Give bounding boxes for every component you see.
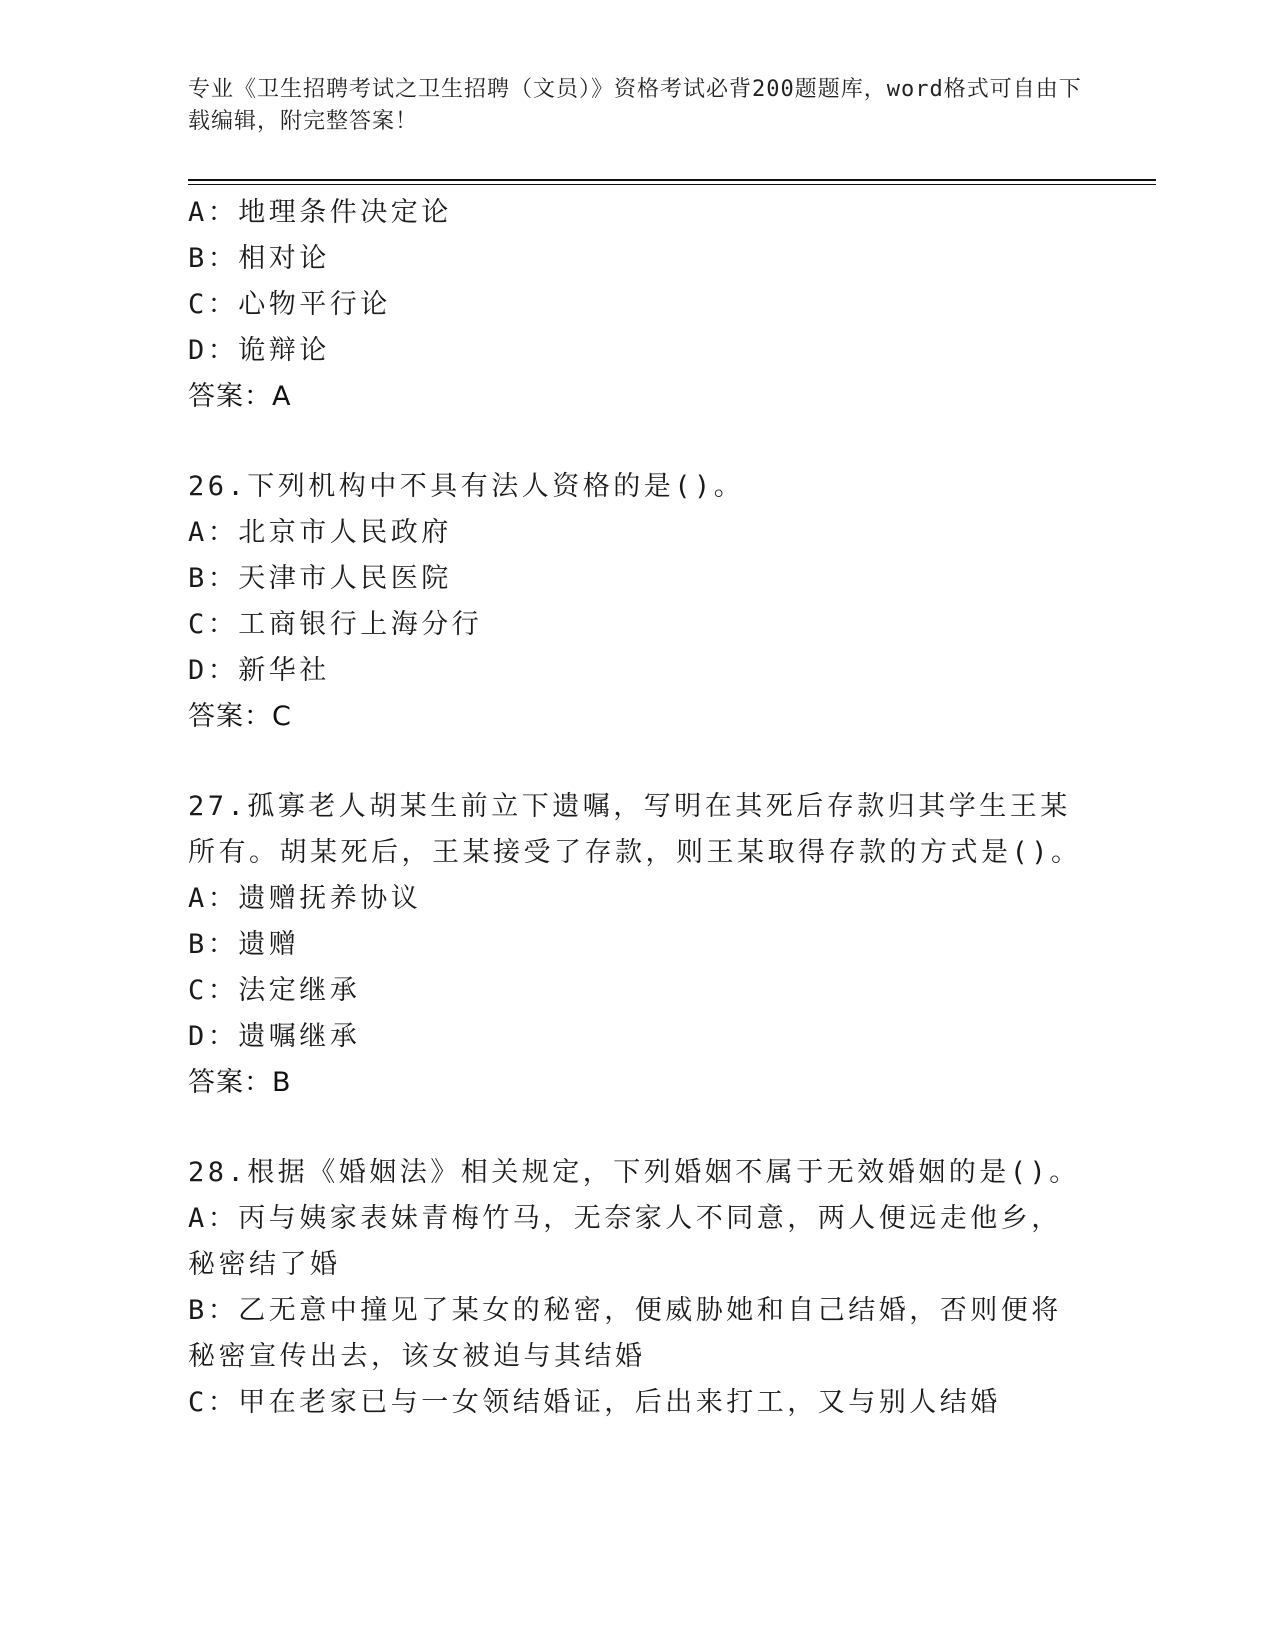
option-b: B：遗赠 bbox=[188, 929, 300, 960]
question-stem: 27.孤寡老人胡某生前立下遗嘱，写明在其死后存款归其学生王某所有。胡某死后，王某接受了存款，则王某取得存款的方式是()。 bbox=[188, 791, 1082, 868]
question-stem: 26.下列机构中不具有法人资格的是()。 bbox=[188, 471, 745, 502]
option-a: A：遗赠抚养协议 bbox=[188, 883, 422, 914]
header-divider-thin bbox=[188, 184, 1156, 185]
question-27-block bbox=[188, 784, 1088, 1106]
option-d: D：诡辩论 bbox=[188, 335, 330, 366]
answer-label: 答案：A bbox=[188, 381, 292, 412]
question-26-block bbox=[188, 464, 1088, 740]
option-d: D：新华社 bbox=[188, 655, 330, 686]
question-stem: 28.根据《婚姻法》相关规定，下列婚姻不属于无效婚姻的是()。 bbox=[188, 1157, 1080, 1188]
option-b: B：天津市人民医院 bbox=[188, 563, 452, 594]
document-header: 专业《卫生招聘考试之卫生招聘（文员）》资格考试必背200题题库，word格式可自由下载编辑，附完整答案！ bbox=[188, 77, 1082, 134]
option-a: A：北京市人民政府 bbox=[188, 517, 452, 548]
option-a: A：地理条件决定论 bbox=[188, 197, 452, 228]
question-28-block bbox=[188, 1150, 1088, 1426]
question-25-block bbox=[188, 190, 1088, 420]
answer-label: 答案：B bbox=[188, 1067, 292, 1098]
option-c: C：法定继承 bbox=[188, 975, 361, 1006]
option-c: C：甲在老家已与一女领结婚证，后出来打工，又与别人结婚 bbox=[188, 1387, 1001, 1418]
option-a: A：丙与姨家表妹青梅竹马，无奈家人不同意，两人便远走他乡，秘密结了婚 bbox=[188, 1203, 1062, 1280]
option-c: C：工商银行上海分行 bbox=[188, 609, 483, 640]
option-c: C：心物平行论 bbox=[188, 289, 391, 320]
question-content bbox=[188, 190, 1088, 1426]
option-b: B：相对论 bbox=[188, 243, 330, 274]
option-d: D：遗嘱继承 bbox=[188, 1021, 361, 1052]
option-b: B：乙无意中撞见了某女的秘密，便威胁她和自己结婚，否则便将秘密宣传出去，该女被迫与其结婚 bbox=[188, 1295, 1062, 1372]
answer-label: 答案：C bbox=[188, 701, 292, 732]
header-divider-thick bbox=[188, 179, 1156, 181]
